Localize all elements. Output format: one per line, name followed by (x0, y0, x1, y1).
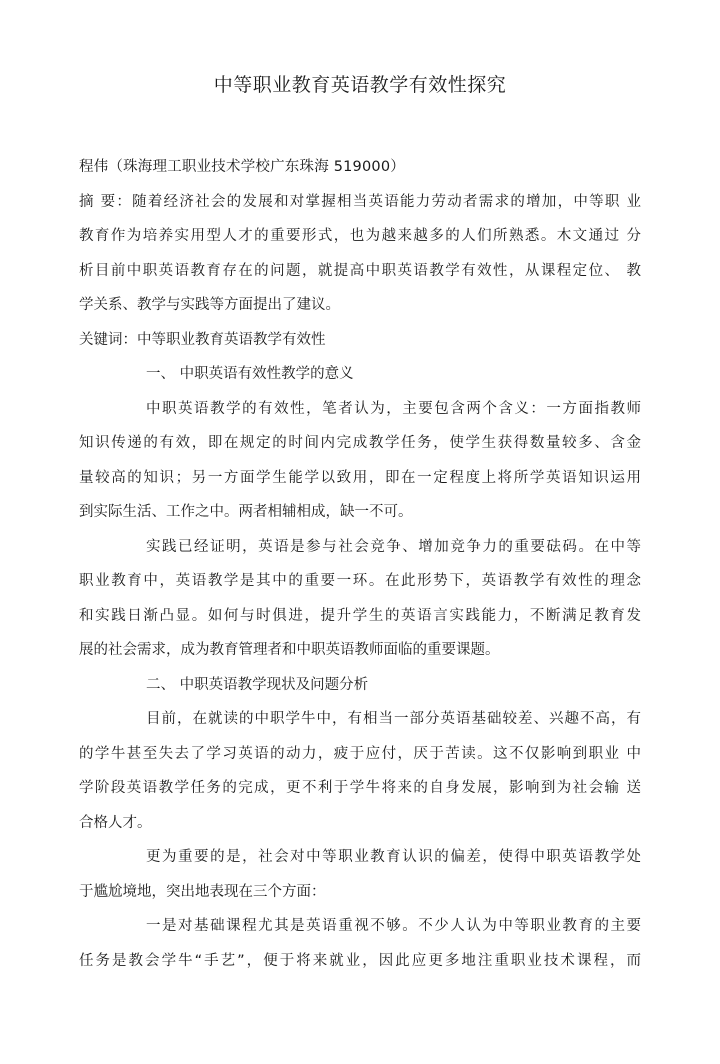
paragraph-2 (79, 530, 641, 668)
paragraph-5 (79, 909, 641, 978)
abstract-line: 摘 要：随着经济社会的发展和对掌握相当英语能力劳动者需求的增加，中等职 业 (79, 193, 641, 210)
paragraph-3 (79, 702, 641, 840)
paragraph-line: 学阶段英语教学任务的完成，更不利于学牛将来的自身发展，影响到为社会输 送 (79, 780, 641, 796)
paragraph-1 (79, 392, 641, 530)
paragraph-line: 和实践日渐凸显。如何与时俱进，提升学生的英语言实践能力，不断满足教育发 (79, 607, 641, 624)
author-line: 程伟（珠海理工职业技术学校广东珠海 519000） (79, 159, 405, 175)
paragraph-line: 任务是教会学牛“手艺”，便于将来就业，因此应更多地注重职业技术课程，而 (79, 952, 641, 969)
paragraph-line: 展的社会需求，成为教育管理者和中职英语教师面临的重要课题。 (79, 642, 500, 658)
paragraph-line: 知识传递的有效，即在规定的时间内完成教学任务，使学生获得数量较多、含金 (79, 435, 641, 451)
abstract-line: 教育作为培养实用型人才的重要形式，也为越来越多的人们所熟悉。木文通过 分 (79, 228, 641, 244)
paragraph-line: 的学牛甚至失去了学习英语的动力，疲于应付，厌于苦读。这不仅影响到职业 中 (79, 745, 641, 762)
paragraph-line: 实践已经证明，英语是参与社会竞争、增加竞争力的重要砝码。在中等 (146, 538, 641, 555)
page-title: 中等职业教育英语教学有效性探究 (213, 74, 507, 96)
paragraph-line: 中职英语教学的有效性，笔者认为，主要包含两个含义：一方面指教师 (146, 400, 641, 417)
paragraph-line: 目前，在就读的中职学牛中，有相当一部分英语基础较差、兴趣不高，有 (146, 711, 641, 727)
abstract-line: 析目前中职英语教育存在的问题，就提高中职英语教学有效性，从课程定位、 教 (79, 262, 641, 279)
paragraph-line: 更为重要的是，社会对中等职业教育认识的偏差，使得中职英语教学处 (146, 849, 641, 865)
paragraph-line: 一是对基础课程尤其是英语重视不够。不少人认为中等职业教育的主要 (146, 918, 641, 934)
document-body (79, 150, 641, 978)
section-heading-2: 二、 中职英语教学现状及问题分析 (146, 676, 369, 693)
paragraph-4 (79, 840, 641, 909)
paragraph-line: 合格人才。 (79, 814, 152, 831)
paragraph-line: 量较高的知识；另一方面学生能学以致用，即在一定程度上将所学英语知识运用 (79, 469, 641, 486)
paragraph-line: 于尴尬境地，突出地表现在三个方面： (79, 883, 326, 900)
abstract-line: 学关系、教学与实践等方面提出了建议。 (79, 297, 340, 313)
keywords-line: 关键词：中等职业教育英语教学有效性 (79, 331, 326, 348)
paragraph-line: 职业教育中，英语教学是其中的重要一环。在此形势下，英语教学有效性的理念 (79, 573, 641, 589)
abstract (79, 185, 641, 323)
paragraph-line: 到实际生活、工作之中。两者相辅相成，缺一不可。 (79, 504, 413, 520)
section-heading-1: 一、 中职英语有效性教学的意义 (146, 366, 354, 382)
